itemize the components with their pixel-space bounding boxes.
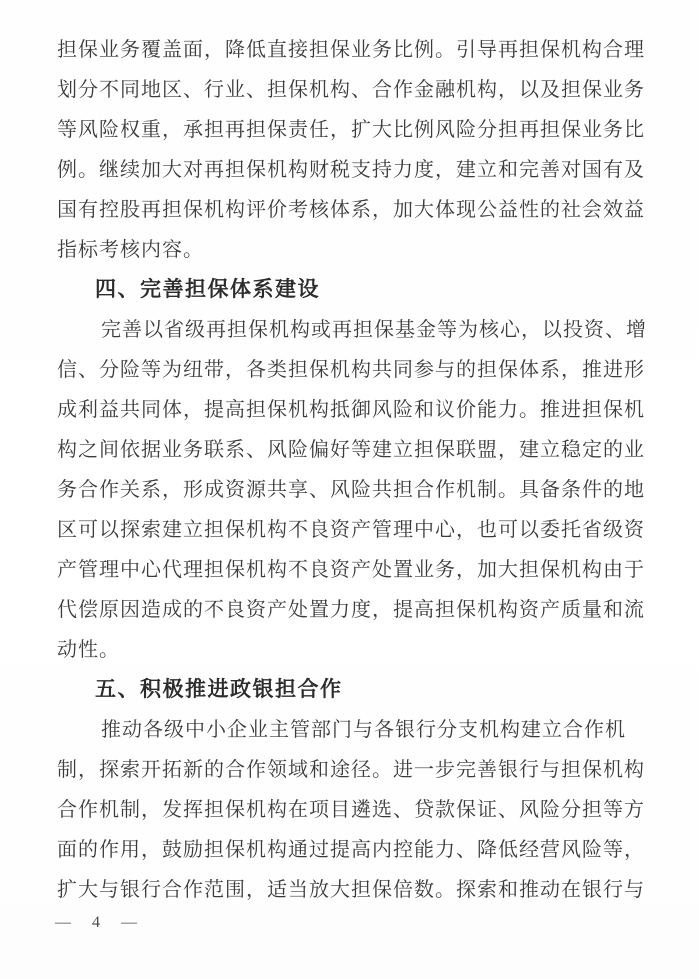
- text-line: 例。继续加大对再担保机构财税支持力度，建立和完善对国有及: [57, 159, 645, 181]
- section-heading: 五、积极推进政银担合作: [95, 678, 343, 701]
- text-line: 国有控股再担保机构评价考核体系，加大体现公益性的社会效益: [57, 199, 645, 221]
- text-line: 成利益共同体，提高担保机构抵御风险和议价能力。推进担保机: [57, 399, 645, 421]
- text-line: 担保业务覆盖面，降低直接担保业务比例。引导再担保机构合理: [57, 39, 645, 61]
- text-line: 动性。: [57, 639, 120, 661]
- text-line: 产管理中心代理担保机构不良资产处置业务，加大担保机构由于: [57, 559, 645, 581]
- section-heading: 四、完善担保体系建设: [95, 278, 320, 301]
- text-line: 完善以省级再担保机构或再担保基金等为核心，以投资、增: [101, 319, 647, 341]
- text-line: 划分不同地区、行业、担保机构、合作金融机构，以及担保业务: [57, 79, 645, 101]
- text-line: 等风险权重，承担再担保责任，扩大比例风险分担再担保业务比: [57, 119, 645, 141]
- text-line: 面的作用，鼓励担保机构通过提高内控能力、降低经营风险等，: [57, 839, 645, 861]
- text-line: 合作机制，发挥担保机构在项目遴选、贷款保证、风险分担等方: [57, 799, 645, 821]
- text-line: 构之间依据业务联系、风险偏好等建立担保联盟，建立稳定的业: [57, 439, 645, 461]
- text-line: 务合作关系，形成资源共享、风险共担合作机制。具备条件的地: [57, 479, 645, 501]
- text-line: 制，探索开拓新的合作领域和途径。进一步完善银行与担保机构: [57, 759, 645, 781]
- text-line: 指标考核内容。: [57, 239, 204, 261]
- document-body: [57, 30, 645, 910]
- text-line: 信、分险等为纽带，各类担保机构共同参与的担保体系，推进形: [57, 359, 645, 381]
- page-number: — 4 —: [55, 914, 142, 931]
- text-line: 扩大与银行合作范围，适当放大担保倍数。探索和推动在银行与: [57, 879, 645, 901]
- text-line: 区可以探索建立担保机构不良资产管理中心，也可以委托省级资: [57, 519, 645, 541]
- text-line: 代偿原因造成的不良资产处置力度，提高担保机构资产质量和流: [57, 599, 645, 621]
- page-footer: [55, 910, 142, 936]
- text-line: 推动各级中小企业主管部门与各银行分支机构建立合作机: [101, 719, 626, 741]
